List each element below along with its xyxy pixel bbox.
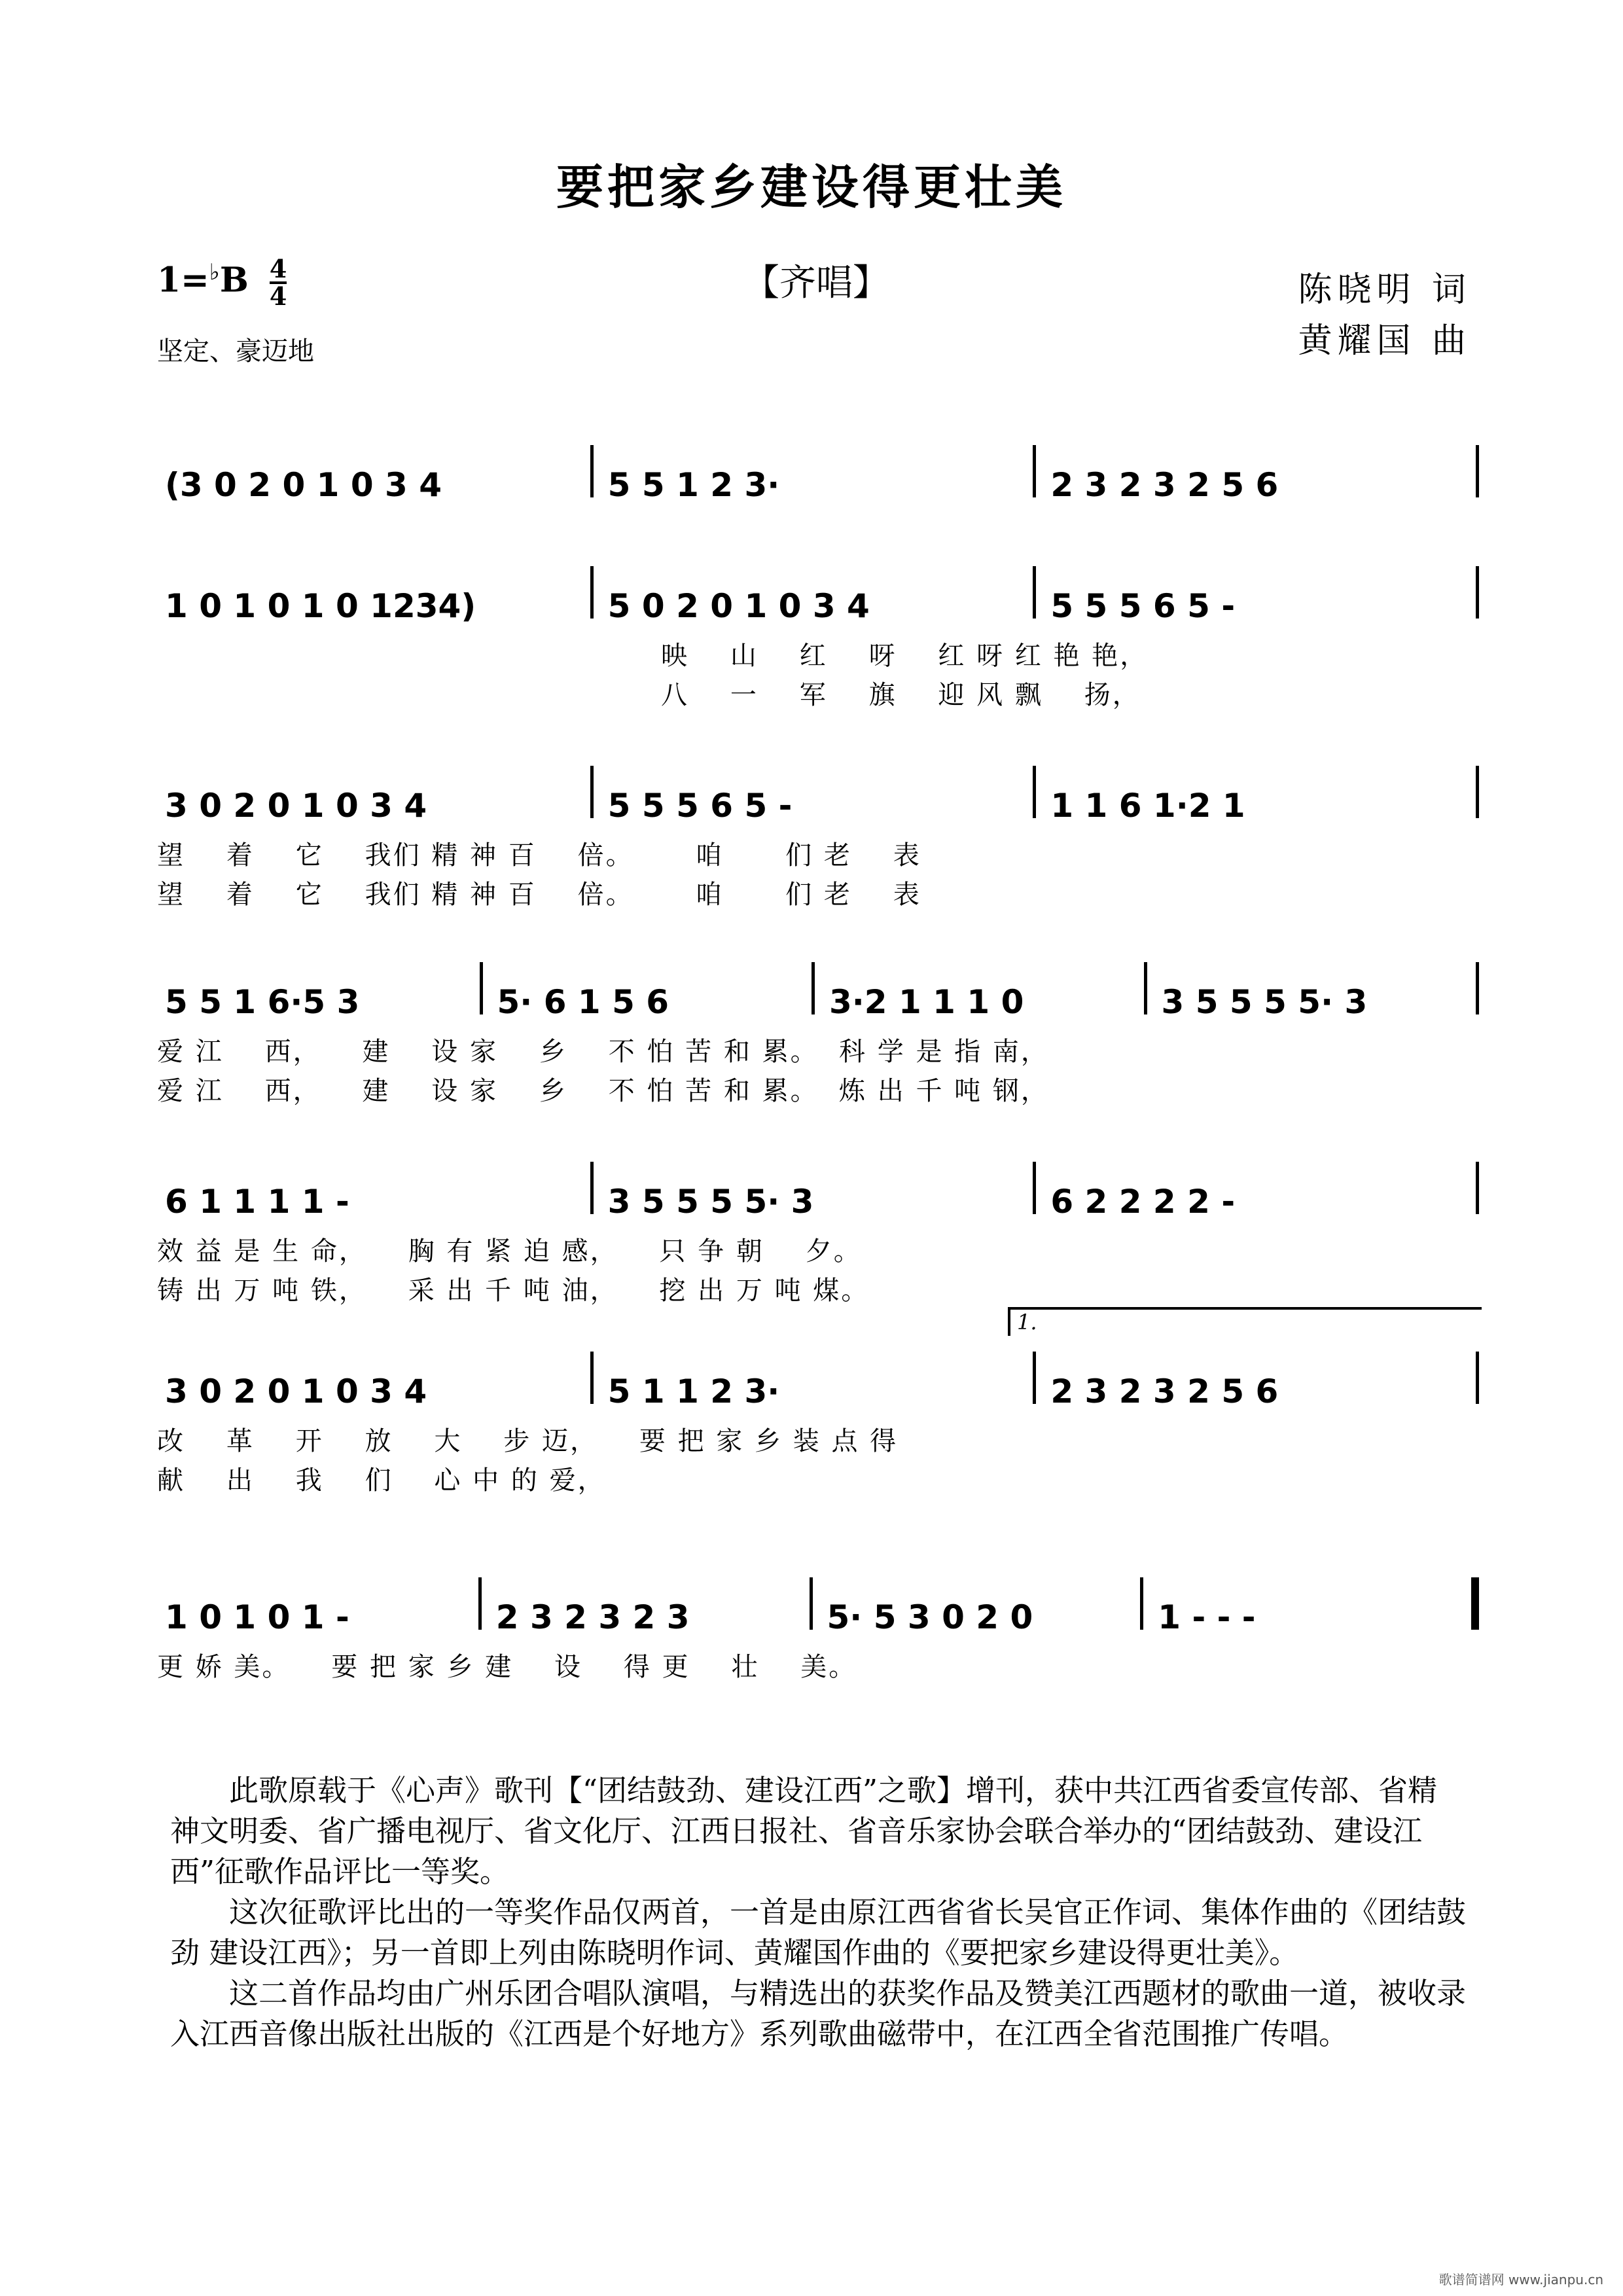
- bar-row: [151, 1142, 1479, 1221]
- measure: 3 0 2 0 1 0 3 4: [165, 787, 427, 825]
- measure: 1 - - -: [1158, 1598, 1256, 1636]
- lyrics-line: 映 山 红 呀 红 呀 红 艳 艳，: [661, 641, 1149, 671]
- measure: (3 0 2 0 1 0 3 4: [165, 466, 442, 504]
- bar-row: [151, 425, 1479, 504]
- score-system: [151, 1142, 1479, 1312]
- notes-line: [151, 746, 1479, 825]
- flat-sign: ♭: [209, 259, 220, 286]
- measure: 2 3 2 3 2 5 6: [1050, 466, 1279, 504]
- lyrics-line: 改 革 开 放 大 步 迈， 要 把 家 乡 装 点 得: [157, 1426, 899, 1456]
- tempo-marking: 坚定、豪迈地: [157, 336, 314, 367]
- barline: [1476, 962, 1479, 1014]
- bar-row: [151, 1558, 1479, 1636]
- notes-line: [151, 1332, 1479, 1410]
- key-note: B: [219, 260, 249, 300]
- lyrics-line: 望 着 它 我们 精 神 百 倍。 咱 们 老 表: [157, 880, 921, 910]
- measure: 3 5 5 5 5· 3: [1161, 983, 1368, 1021]
- measure: 1 1 6 1·2 1: [1050, 787, 1245, 825]
- watermark: 歌谱简谱网 www.jianpu.cn: [1438, 2272, 1603, 2287]
- notes-paragraph: 这次征歌评比出的一等奖作品仅两首，一首是由原江西省省长吴官正作词、集体作曲的《团结鼓劲 建设江西》；另一首即上列由陈晓明作词、黄耀国作曲的《要把家乡建设得更壮美》。: [170, 1895, 1467, 1970]
- score-system: [151, 1558, 1479, 1728]
- lyrics-line: 献 出 我 们 心 中 的 爱，: [157, 1465, 606, 1496]
- measure: 6 2 2 2 2 -: [1050, 1183, 1236, 1221]
- notes-line: [151, 942, 1479, 1021]
- score-system: [151, 942, 1479, 1113]
- score-system: [151, 746, 1479, 916]
- lyrics-line: 效 益 是 生 命， 胸 有 紧 迫 感， 只 争 朝 夕。: [157, 1236, 862, 1266]
- lyrics-line: 爱 江 西， 建 设 家 乡 不 怕 苦 和 累。 炼 出 千 吨 钢，: [157, 1076, 1049, 1106]
- key-prefix: 1=: [157, 260, 209, 300]
- measure: 3·2 1 1 1 0: [829, 983, 1024, 1021]
- notes-paragraph: 此歌原载于《心声》歌刊【“团结鼓劲、建设江西”之歌】增刊，获中共江西省委宣传部、省精神文明委、省广播电视厅、省文化厅、江西日报社、省音乐家协会联合举办的“团结鼓劲、建设江西”征歌作品评比一等奖。: [170, 1773, 1438, 1889]
- performance-mode: 【齐唱】: [743, 262, 889, 304]
- lyrics-line: 铸 出 万 吨 铁， 采 出 千 吨 油， 挖 出 万 吨 煤。: [157, 1276, 870, 1306]
- score-system: [151, 547, 1479, 717]
- song-title: 要把家乡建设得更壮美: [556, 159, 1067, 215]
- volta-bracket: 1.: [1008, 1307, 1482, 1336]
- time-top: 4: [269, 254, 287, 283]
- measure: 2 3 2 3 2 5 6: [1050, 1372, 1279, 1410]
- measure: 5 5 1 6·5 3: [165, 983, 360, 1021]
- notes-line: [151, 547, 1479, 625]
- lyrics-line: 更 娇 美。 要 把 家 乡 建 设 得 更 壮 美。: [157, 1652, 857, 1682]
- time-bottom: 4: [269, 281, 287, 311]
- key-signature: [157, 254, 287, 311]
- measure: 5 1 1 2 3·: [607, 1372, 780, 1410]
- lyricist-credit: 陈晓明 词: [1298, 270, 1471, 310]
- measure: 1 0 1 0 1 0 1234): [165, 587, 476, 625]
- bar-row: [151, 942, 1479, 1021]
- measure: 6 1 1 1 1 -: [165, 1183, 349, 1221]
- notes-line: [151, 1142, 1479, 1221]
- barline: [1476, 566, 1479, 619]
- measure: 3 5 5 5 5· 3: [607, 1183, 814, 1221]
- barline: [1476, 1352, 1479, 1404]
- measure: 3 0 2 0 1 0 3 4: [165, 1372, 427, 1410]
- bar-row: [151, 1332, 1479, 1410]
- lyrics-line: 爱 江 西， 建 设 家 乡 不 怕 苦 和 累。 科 学 是 指 南，: [157, 1037, 1049, 1067]
- measure: 5 0 2 0 1 0 3 4: [607, 587, 870, 625]
- barline: [1476, 445, 1479, 497]
- barline: [1476, 766, 1479, 818]
- lyrics-line: 八 一 军 旗 迎 风 飘 扬，: [661, 680, 1141, 710]
- measure: 1 0 1 0 1 -: [165, 1598, 349, 1636]
- barline: [1471, 1577, 1479, 1630]
- score-system: [151, 1310, 1479, 1502]
- measure: 5 5 1 2 3·: [607, 466, 780, 504]
- bar-row: [151, 547, 1479, 625]
- composer-credit: 黄耀国 曲: [1298, 321, 1471, 361]
- measure: 5 5 5 6 5 -: [1050, 587, 1236, 625]
- lyrics-line: 望 着 它 我们 精 神 百 倍。 咱 们 老 表: [157, 840, 921, 870]
- measure: 5· 6 1 5 6: [497, 983, 669, 1021]
- time-signature: [269, 254, 287, 311]
- bar-row: [151, 746, 1479, 825]
- measure: 5 5 5 6 5 -: [607, 787, 793, 825]
- notes-paragraph: 这二首作品均由广州乐团合唱队演唱，与精选出的获奖作品及赞美江西题材的歌曲一道，被收录入江西音像出版社出版的《江西是个好地方》系列歌曲磁带中，在江西全省范围推广传唱。: [170, 1976, 1467, 2051]
- measure: 2 3 2 3 2 3: [495, 1598, 690, 1636]
- barline: [1476, 1162, 1479, 1214]
- measure: 5· 5 3 0 2 0: [827, 1598, 1033, 1636]
- notes-text: [170, 1770, 1466, 2054]
- notes-line: [151, 1558, 1479, 1636]
- notes-line: [151, 425, 1479, 504]
